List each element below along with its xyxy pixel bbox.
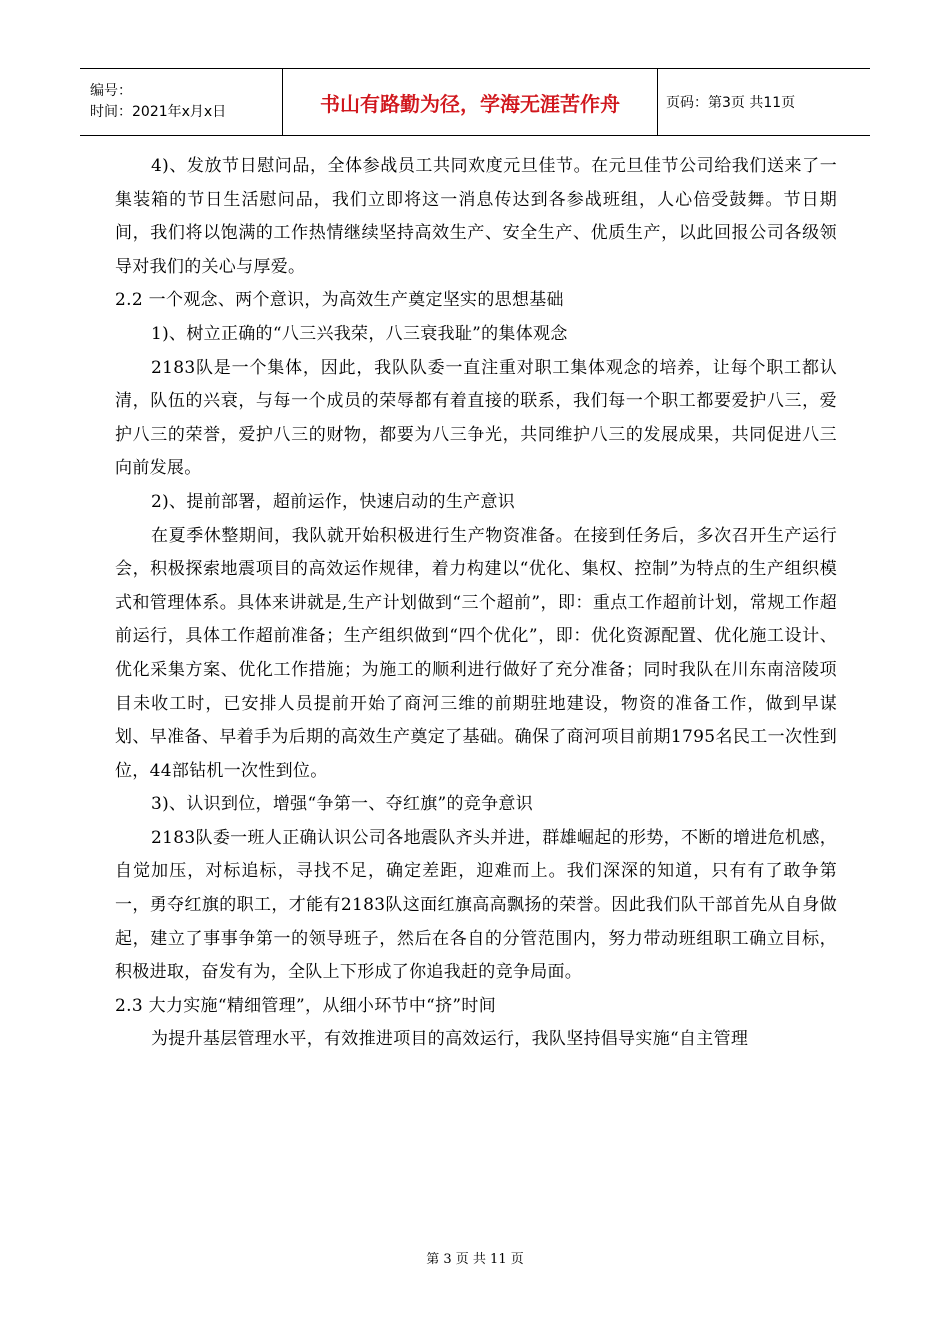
motto-text: 书山有路勤为径，学海无涯苦作舟 xyxy=(320,91,620,116)
page-footer xyxy=(0,1248,950,1267)
header-page-code xyxy=(658,69,870,135)
subheading: 1)、树立正确的“八三兴我荣，八三衰我耻”的集体观念 xyxy=(151,323,568,344)
number-label: 编号： xyxy=(90,83,132,99)
footer-page-number: 第 3 页 共 11 页 xyxy=(426,1252,524,1267)
paragraph: 4)、发放节日慰问品，全体参战员工共同欢度元旦佳节。在元旦佳节公司给我们送来了一集装箱的节日生活慰问品，我们立即将这一消息传达到各参战班组，人心倍受鼓舞。节日期间，我们将以饱满的工作热情继续坚持高效生产、安全生产、优质生产，以此回报公司各级领导对我们的关心与厚爱。 xyxy=(115,156,837,277)
paragraph: 2183队是一个集体，因此，我队队委一直注重对职工集体观念的培养，让每个职工都认清，队伍的兴衰，与每一个成员的荣辱都有着直接的联系，我们每一个职工都要爱护八三，爱护八三的荣誉，爱护八三的财物，都要为八三争光，共同维护八三的发展成果，共同促进八三向前发展。 xyxy=(115,357,837,479)
section-heading: 2.3 大力实施“精细管理”，从细小环节中“挤”时间 xyxy=(115,995,497,1016)
page-code-text: 页码：第3页 共11页 xyxy=(666,95,796,111)
header-motto xyxy=(283,69,658,135)
header-meta xyxy=(80,69,283,135)
document-body xyxy=(115,150,837,1057)
header-table xyxy=(80,68,870,136)
subheading: 3)、认识到位，增强“争第一、夺红旗”的竞争意识 xyxy=(151,794,534,815)
subheading: 2)、提前部署，超前运作，快速启动的生产意识 xyxy=(151,491,516,512)
section-heading: 2.2 一个观念、两个意识，为高效生产奠定坚实的思想基础 xyxy=(115,290,564,311)
time-label: 时间：2021年x月x日 xyxy=(90,104,227,120)
paragraph: 为提升基层管理水平，有效推进项目的高效运行，我队坚持倡导实施“自主管理 xyxy=(151,1029,749,1050)
paragraph: 2183队委一班人正确认识公司各地震队齐头并进，群雄崛起的形势，不断的增进危机感，自觉加压，对标追标，寻找不足，确定差距，迎难而上。我们深深的知道，只有有了敢争第一，勇夺红旗的职工，才能有2183队这面红旗高高飘扬的荣誉。因此我们队干部首先从自身做起，建立了事事争第一的领导班子，然后在各自的分管范围内，努力带动班组职工确立目标，积极进取，奋发有为，全队上下形成了你追我赶的竞争局面。 xyxy=(115,827,837,983)
paragraph: 在夏季休整期间，我队就开始积极进行生产物资准备。在接到任务后，多次召开生产运行会，积极探索地震项目的高效运作规律，着力构建以“优化、集权、控制”为特点的生产组织模式和管理体系。具体来讲就是,生产计划做到“三个超前”，即：重点工作超前计划，常规工作超前运行，具体工作超前准备；生产组织做到“四个优化”，即：优化资源配置、优化施工设计、优化采集方案、优化工作措施；为施工的顺利进行做好了充分准备；同时我队在川东南涪陵项目未收工时，已安排人员提前开始了商河三维的前期驻地建设，物资的准备工作，做到早谋划、早准备、早着手为后期的高效生产奠定了基础。确保了商河项目前期1795名民工一次性到位，44部钻机一次性到位。 xyxy=(115,525,837,781)
